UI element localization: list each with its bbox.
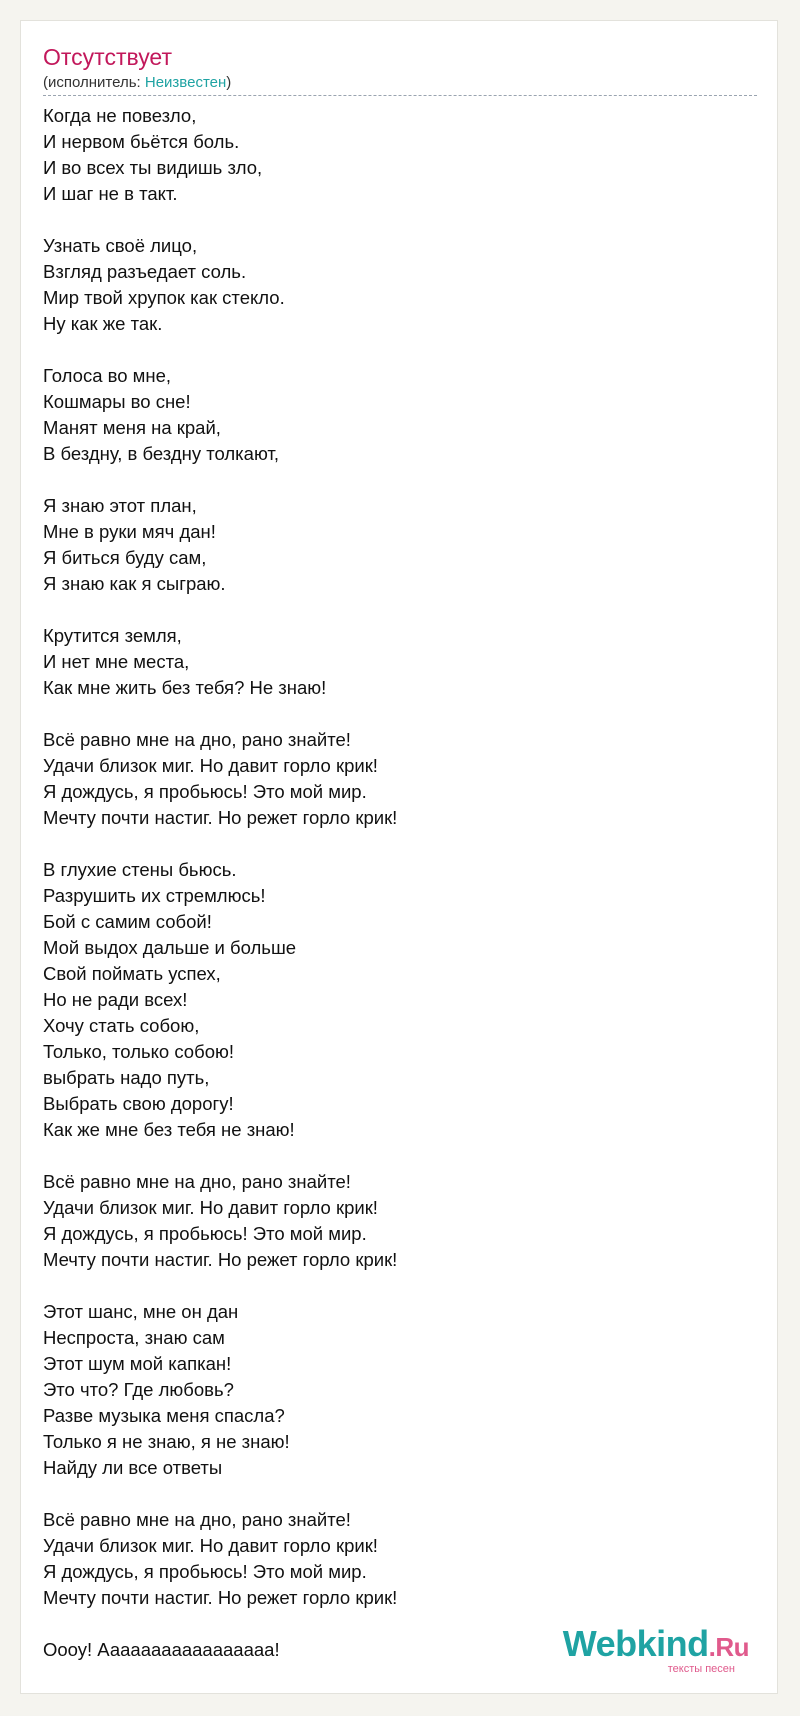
lyric-line: Только, только собою! [43, 1041, 234, 1062]
lyric-line: И нет мне места, [43, 651, 190, 672]
lyric-line: В глухие стены бьюсь. [43, 859, 237, 880]
artist-link[interactable]: Неизвестен [144, 74, 227, 91]
lyric-line: Выбрать свою дорогу! [43, 1093, 234, 1114]
lyric-line: Взгляд разъедает соль. [43, 261, 247, 282]
lyric-line: Это что? Где любовь? [43, 1379, 234, 1400]
lyric-line: В бездну, в бездну толкают, [43, 443, 279, 464]
logo-tagline: тексты песен [667, 1663, 735, 1675]
lyric-line: Только я не знаю, я не знаю! [43, 1431, 290, 1452]
lyric-line: Но не ради всех! [43, 989, 188, 1010]
lyric-line: Я дождусь, я пробьюсь! Это мой мир. [43, 1561, 367, 1582]
lyric-line: Мечту почти настиг. Но режет горло крик! [43, 1249, 398, 1270]
stanza [43, 623, 743, 701]
lyric-line: Хочу стать собою, [43, 1015, 200, 1036]
stanza [43, 493, 743, 597]
lyric-line: Я дождусь, я пробьюсь! Это мой мир. [43, 1223, 367, 1244]
lyric-line: Как же мне без тебя не знаю! [43, 1119, 295, 1140]
lyric-line: Всё равно мне на дно, рано знайте! [43, 1171, 351, 1192]
song-title: Отсутствует [43, 44, 172, 70]
logo-word: Webkind [562, 1623, 709, 1664]
lyric-line: Ну как же так. [43, 313, 163, 334]
lyric-line: И нервом бьётся боль. [43, 131, 240, 152]
artist-suffix: ) [226, 74, 232, 91]
lyric-line: Удачи близок миг. Но давит горло крик! [43, 1197, 378, 1218]
lyric-line: Я биться буду сам, [43, 547, 207, 568]
lyric-line: Неспроста, знаю сам [43, 1327, 225, 1348]
lyric-line: Манят меня на край, [43, 417, 221, 438]
site-logo[interactable] [562, 1623, 749, 1675]
stanza [43, 857, 743, 1143]
lyric-line: Бой с самим собой! [43, 911, 212, 932]
lyric-line: Удачи близок миг. Но давит горло крик! [43, 1535, 378, 1556]
artist-line [43, 73, 757, 96]
stanza [43, 233, 743, 337]
lyric-line: Всё равно мне на дно, рано знайте! [43, 729, 351, 750]
lyric-line: Я знаю как я сыграю. [43, 573, 226, 594]
lyric-line: Удачи близок миг. Но давит горло крик! [43, 755, 378, 776]
song-header [43, 43, 757, 96]
lyric-line: Мне в руки мяч дан! [43, 521, 216, 542]
lyric-line: Как мне жить без тебя? Не знаю! [43, 677, 327, 698]
stanza [43, 727, 743, 831]
lyric-line: Всё равно мне на дно, рано знайте! [43, 1509, 351, 1530]
lyric-line: Мой выдох дальше и больше [43, 937, 297, 958]
lyrics-body [43, 103, 743, 1689]
stanza [43, 1169, 743, 1273]
lyric-line: Найду ли все ответы [43, 1457, 223, 1478]
lyric-line: Я знаю этот план, [43, 495, 197, 516]
lyric-line: Голоса во мне, [43, 365, 172, 386]
lyric-line: Оооу! Ааааааааааааааааа! [43, 1639, 280, 1660]
stanza [43, 1507, 743, 1611]
lyric-line: И во всех ты видишь зло, [43, 157, 263, 178]
lyric-line: Кошмары во сне! [43, 391, 191, 412]
lyric-line: Узнать своё лицо, [43, 235, 198, 256]
lyric-line: Мечту почти настиг. Но режет горло крик! [43, 807, 398, 828]
lyric-line: Свой поймать успех, [43, 963, 221, 984]
artist-prefix: (исполнитель: [43, 74, 145, 91]
lyric-line: И шаг не в такт. [43, 183, 178, 204]
lyric-line: Этот шанс, мне он дан [43, 1301, 239, 1322]
lyric-line: Я дождусь, я пробьюсь! Это мой мир. [43, 781, 367, 802]
lyric-line: Когда не повезло, [43, 105, 197, 126]
lyric-line: Разрушить их стремлюсь! [43, 885, 266, 906]
logo-tld: .Ru [708, 1632, 749, 1662]
lyric-line: Этот шум мой капкан! [43, 1353, 232, 1374]
lyric-line: Мечту почти настиг. Но режет горло крик! [43, 1587, 398, 1608]
lyric-line: Мир твой хрупок как стекло. [43, 287, 285, 308]
stanza [43, 363, 743, 467]
lyric-line: выбрать надо путь, [43, 1067, 210, 1088]
stanza [43, 103, 743, 207]
logo-wordmark [562, 1623, 749, 1665]
lyric-line: Разве музыка меня спасла? [43, 1405, 285, 1426]
lyrics-card [20, 20, 778, 1694]
stanza [43, 1299, 743, 1481]
lyric-line: Крутится земля, [43, 625, 182, 646]
